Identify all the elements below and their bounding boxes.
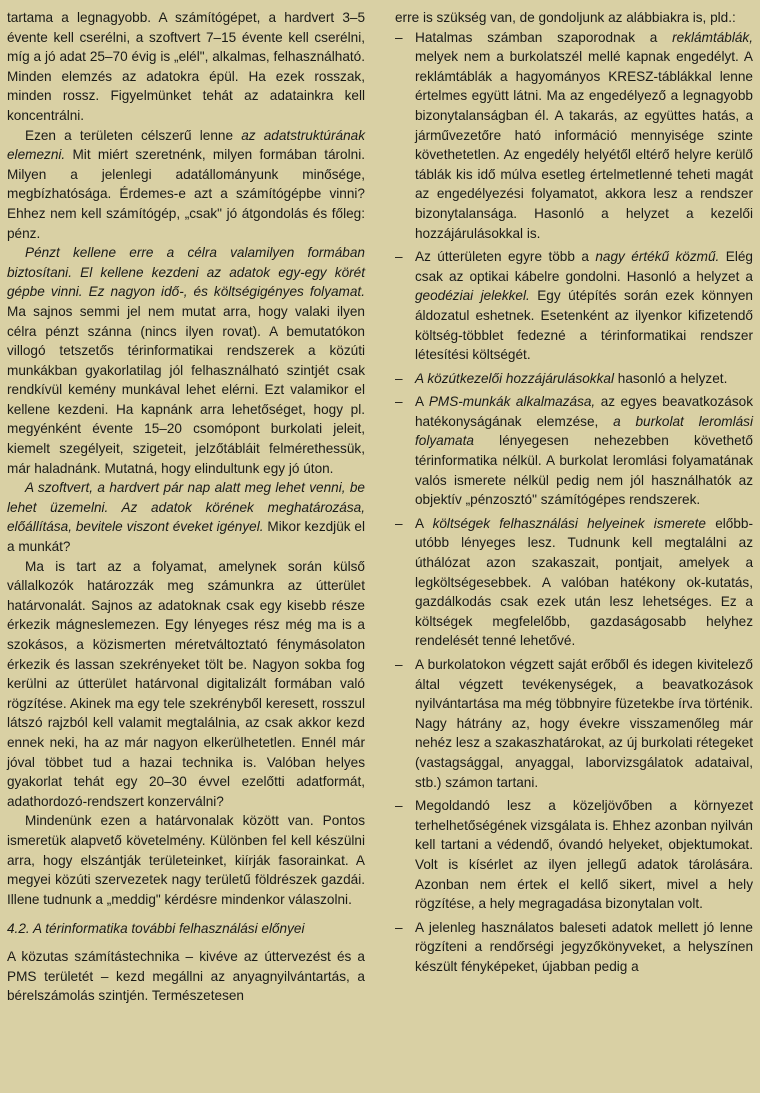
- body-text: lényegesen nehezebben követhető térinformatika nélkül. A burkolat leromlási folyamatának valós ismerete nélkül pedig nem jól használhatók az objektív „pénzosztó" számítógépes rendszerek.: [415, 433, 753, 508]
- body-text: A: [415, 515, 433, 531]
- dash-bullet: –: [395, 798, 403, 814]
- paragraph: [7, 126, 365, 244]
- body-text: Mit miért szeretnénk, milyen formában tárolni. Milyen a jelenlegi adatállományunk minősége, megbízhatósága. Érdemes-e azt a számítógépbe vinni? Ehhez nem kell számítógép, „csak" jó átgondolás és főleg: pénz.: [7, 147, 365, 241]
- dash-bullet: –: [395, 657, 403, 672]
- emphasis-text: reklámtáblák,: [672, 29, 753, 45]
- body-text: Hatalmas számban szaporodnak a: [415, 29, 673, 45]
- paragraph: [7, 947, 365, 1006]
- list-item: [395, 369, 753, 389]
- right-column: [395, 8, 753, 981]
- body-text: Elég csak az optikai kábelre gondolni. Hasonló a helyzet a: [415, 249, 753, 284]
- paragraph: [7, 478, 365, 556]
- list-item: [395, 28, 753, 244]
- list-intro: erre is szükség van, de gondoljunk az alábbiakra is, pld.:: [395, 10, 736, 25]
- emphasis-text: PMS-munkák alkalmazása,: [428, 394, 596, 410]
- dash-list: [395, 28, 753, 977]
- paragraph: [7, 811, 365, 909]
- body-text: Ma sajnos semmi jel nem mutat arra, hogy valaki ilyen célra pénzt szánna (nincs ilyen rovat). A bemutatókon villogó tetszetős térinformatikai rendszerek a közúti munkákban gyakorlatilag jól felhasználható szintjét csak rendkívül kemény munkával lehet elérni. Ezt valamikor el kellene kezdeni. Ha kapnánk arra lehetőséget, hogy pl. megyénként évente 15–20 csomópont burkolati jeleit, kiemelt szegélyeit, szigeteit, jelzőtábláit felmérethessük, már haladnánk. Mutatná, hogy elindultunk egy jó úton.: [7, 303, 365, 476]
- emphasis-text: költségek felhasználási helyeinek ismerete: [432, 515, 706, 531]
- section-heading: 4.2. A térinformatika további felhasználási előnyei: [7, 921, 305, 937]
- emphasis-text: az adatstruktúrának elemezni.: [7, 127, 365, 163]
- emphasis-text: a burkolat leromlási folyamata: [415, 413, 753, 449]
- body-text: A jelenleg használatos baleseti adatok mellett jó lenne rögzíteni a rendőrségi jegyzőkönyveket, a helyszínen készült fényképeket, újabban pedig a: [415, 919, 753, 974]
- body-text: hasonló a helyzet.: [613, 370, 728, 386]
- body-text: Mindenünk ezen a határvonalak között van. Pontos ismeretük alapvető követelmény. Különben fel kell készülni arra, hogy elszántják területeinket, kiírják fasorainkat. A megyei közúti szervezetek nagy területű földrészek gazdái. Illene tudnunk a „meddig" kérdésre mindenkor válaszolni.: [7, 813, 365, 907]
- list-item: [395, 796, 753, 914]
- list-item: [395, 392, 753, 510]
- list-item: [395, 918, 753, 977]
- emphasis-text: A szoftvert, a hardvert pár nap alatt meg lehet venni, be lehet üzemelni. Az adatok körének meghatározása, előállítása, bevitele viszont éveket igényel.: [7, 480, 365, 535]
- body-text: Mikor kezdjük el a munkát?: [7, 519, 365, 555]
- list-item: [395, 514, 753, 651]
- paragraph: [7, 557, 365, 812]
- body-text: A közutas számítástechnika – kivéve az úttervezést és a PMS területét – kezd megállni az anyagnyilvántartás, a bérelszámolás szintjén. Természetesen: [7, 948, 365, 1004]
- emphasis-text: geodéziai jelekkel.: [415, 288, 530, 304]
- list-item: [395, 655, 753, 792]
- dash-bullet: –: [395, 394, 403, 410]
- body-text: az egyes beavatkozások hatékonyságának elemzése,: [415, 394, 753, 429]
- list-item: [395, 247, 753, 365]
- paragraph: [7, 8, 365, 126]
- dash-bullet: –: [395, 29, 403, 45]
- body-text: Ma is tart az a folyamat, amelynek során külső vállalkozók határozzák meg számunkra az útterület határvonalát. Sajnos az adatoknak csak egy kisebb része érkezik mágneslemezen. Egy lényeges rész még ma is a szokásos, a közismerten méretváltoztató fénymásolaton érkezik és lassan szekrényeket tölt be. Nagyon sokba fog kerülni az útterület határvonal digitalizált formában való rögzítése. Akinek ma egy tele szekrényből keresett, rosszul látszó rajzból kell valamit megtalálnia, az csak akkor kezd ennek neki, ha az már nagyon elkerülhetetlen. Ennél már jóval többet tud a hazai technika is. Valóban helyes gyakorlat tehát egy 20–30 évvel ezelőtti adatformát, adathordozó-rendszert konzerválni?: [7, 558, 365, 809]
- body-text: melyek nem a burkolatszél mellé kapnak engedélyt. A reklámtáblák a hagyományos KRESZ-táblákkal lenne értelmes együtt látni. Ma az engedélyező a legnagyobb bizonytalanságban él. A takarás, az együttes hatás, a járművezetőre ható információ mennyisége szinte követhetetlen. Az engedély helyétől eltérő helyre kerülő táblák kis idő múlva esetleg értelmetlenné teheti magát az engedélyezési folyamatot, akkora lesz a rendszer bizonytalansága. Hasonló a helyzet a kezelői hozzájárulásokkal is.: [415, 49, 753, 241]
- body-text: tartama a legnagyobb. A számítógépet, a hardvert 3–5 évente kell cserélni, a szoftvert 7–15 évente kell cserélni, míg a jó adat 25–70 évig is „elél", alkalmas, felhasználható. Minden elemzés az adatokra épül. Ha ezek rosszak, minden rossz. Figyelmünket tehát az adatainkra kell koncentrálni.: [7, 10, 365, 123]
- left-column: [7, 8, 365, 1006]
- body-text: Az útterületen egyre több a: [415, 249, 596, 265]
- emphasis-text: nagy értékű közmű.: [595, 249, 720, 265]
- body-text: Egy útépítés során ezek könnyen áldozatul eshetnek. Esetenként az ilyenkor kifizetendő költség-többlet fedezné a térinformatikai rendszer létesítési költségét.: [415, 288, 753, 363]
- body-text: Ezen a területen célszerű lenne: [25, 127, 242, 143]
- body-text: A burkolatokon végzett saját erőből és idegen kivitelező által végzett tevékenységek, a beavatkozások nyilvántartása ma még többnyire füzetekbe írva történik. Nagy hátrány az, hogy évekre visszamenőleg már nehéz lesz a szakaszhatárokat, az új burkolati rétegeket (vastagsággal, anyaggal, laborvizsgálatok adataival, stb.) számon tartani.: [415, 657, 753, 790]
- dash-bullet: –: [395, 370, 403, 386]
- emphasis-text: A közútkezelői hozzájárulásokkal: [415, 370, 614, 386]
- body-text: előbb-utóbb lényeges lesz. Tudnunk kell megtalálni az úthálózat azon szakaszait, pontjait, amelyek a legköltségesebbek. A valóban hatékony ok-kutatás, gazdálkodás csak ezek után lesz lehetséges. Ez a költségek megfelelőbb, gazdaságosabb helyhez rendelését tenné lehetővé.: [415, 515, 753, 649]
- dash-bullet: –: [395, 249, 403, 265]
- dash-bullet: –: [395, 919, 403, 935]
- body-text: Megoldandó lesz a közeljövőben a környezet terhelhetőségének vizsgálata is. Ehhez azonban nyilván kell tartani a védendő, óvandó helyeket, objektumokat. Volt is kísérlet az ilyen jellegű adatok tárolására. Azonban nem értek el kellő sikert, mivel a hely rögzítése, a hely megragadása bizonytalan volt.: [415, 798, 753, 912]
- dash-bullet: –: [395, 515, 403, 531]
- emphasis-text: Pénzt kellene erre a célra valamilyen formában biztosítani. El kellene kezdeni az adatok egy-egy körét gépbe vinni. Ez nagyon idő-, és költségigényes folyamat.: [7, 245, 365, 300]
- body-text: A: [415, 394, 429, 410]
- paragraph: [7, 243, 365, 478]
